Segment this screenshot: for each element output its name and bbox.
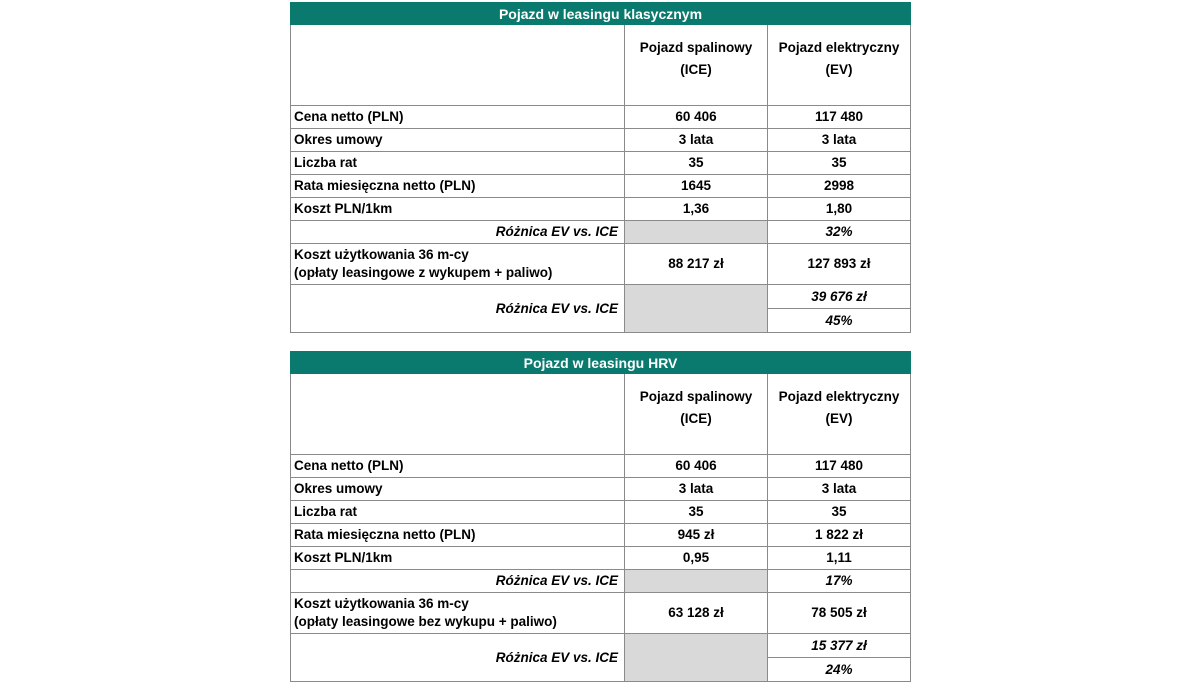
difference-row [291,570,911,593]
col-header-ice: Pojazd spalinowy (ICE) [625,374,768,455]
table-row [291,106,911,129]
usage-cost-label [291,593,625,634]
row-label: Okres umowy [291,129,625,152]
ice-value: 3 lata [625,478,768,501]
col-header-ev: Pojazd elektryczny (EV) [768,25,911,106]
ev-value: 1 822 zł [768,524,911,547]
usage-cost-label-line1: Koszt użytkowania 36 m-cy [294,247,469,262]
table-title: Pojazd w leasingu klasycznym [291,3,911,25]
cost-difference-percent: 45% [768,309,911,333]
cost-difference-label: Różnica EV vs. ICE [291,285,625,333]
row-label: Cena netto (PLN) [291,455,625,478]
row-label: Koszt PLN/1km [291,547,625,570]
empty-grey-cell [625,634,768,682]
ev-value: 117 480 [768,455,911,478]
row-label: Cena netto (PLN) [291,106,625,129]
cost-difference-amount: 39 676 zł [768,285,911,309]
column-header-row [291,25,911,106]
cost-difference-row [291,634,911,658]
table-title: Pojazd w leasingu HRV [291,352,911,374]
table-row [291,129,911,152]
usage-cost-label-line1: Koszt użytkowania 36 m-cy [294,596,469,611]
ice-value: 3 lata [625,129,768,152]
empty-header-cell [291,374,625,455]
cost-difference-label: Różnica EV vs. ICE [291,634,625,682]
empty-grey-cell [625,570,768,593]
ev-value: 3 lata [768,129,911,152]
ice-value: 0,95 [625,547,768,570]
table-row [291,478,911,501]
cost-difference-row [291,285,911,309]
row-label: Rata miesięczna netto (PLN) [291,175,625,198]
difference-row [291,221,911,244]
usage-cost-label-line2: (opłaty leasingowe z wykupem + paliwo) [294,265,553,280]
table-row [291,501,911,524]
ev-value: 2998 [768,175,911,198]
ice-value: 60 406 [625,106,768,129]
table-row [291,198,911,221]
table-row [291,175,911,198]
col-header-ice: Pojazd spalinowy (ICE) [625,25,768,106]
empty-grey-cell [625,221,768,244]
empty-header-cell [291,25,625,106]
row-label: Rata miesięczna netto (PLN) [291,524,625,547]
ev-value: 1,80 [768,198,911,221]
usage-cost-row [291,593,911,634]
usage-cost-ev: 127 893 zł [768,244,911,285]
table-title-row [291,352,911,374]
difference-label: Różnica EV vs. ICE [291,221,625,244]
cost-difference-percent: 24% [768,658,911,682]
col-header-ev: Pojazd elektryczny (EV) [768,374,911,455]
ice-value: 945 zł [625,524,768,547]
row-label: Koszt PLN/1km [291,198,625,221]
difference-label: Różnica EV vs. ICE [291,570,625,593]
ev-value: 35 [768,501,911,524]
difference-value: 17% [768,570,911,593]
ice-value: 35 [625,501,768,524]
usage-cost-label-line2: (opłaty leasingowe bez wykupu + paliwo) [294,614,557,629]
difference-value: 32% [768,221,911,244]
ev-value: 1,11 [768,547,911,570]
empty-grey-cell [625,285,768,333]
ice-value: 1,36 [625,198,768,221]
leasing-classic-table [290,2,911,333]
ice-value: 35 [625,152,768,175]
table-row [291,152,911,175]
ice-value: 1645 [625,175,768,198]
ev-value: 3 lata [768,478,911,501]
row-label: Okres umowy [291,478,625,501]
ice-value: 60 406 [625,455,768,478]
leasing-hrv-table [290,351,911,682]
ev-value: 117 480 [768,106,911,129]
column-header-row [291,374,911,455]
usage-cost-label [291,244,625,285]
table-row [291,547,911,570]
table-row [291,524,911,547]
cost-difference-amount: 15 377 zł [768,634,911,658]
ev-value: 35 [768,152,911,175]
row-label: Liczba rat [291,501,625,524]
row-label: Liczba rat [291,152,625,175]
table-row [291,455,911,478]
usage-cost-ev: 78 505 zł [768,593,911,634]
usage-cost-row [291,244,911,285]
table-title-row [291,3,911,25]
usage-cost-ice: 63 128 zł [625,593,768,634]
usage-cost-ice: 88 217 zł [625,244,768,285]
